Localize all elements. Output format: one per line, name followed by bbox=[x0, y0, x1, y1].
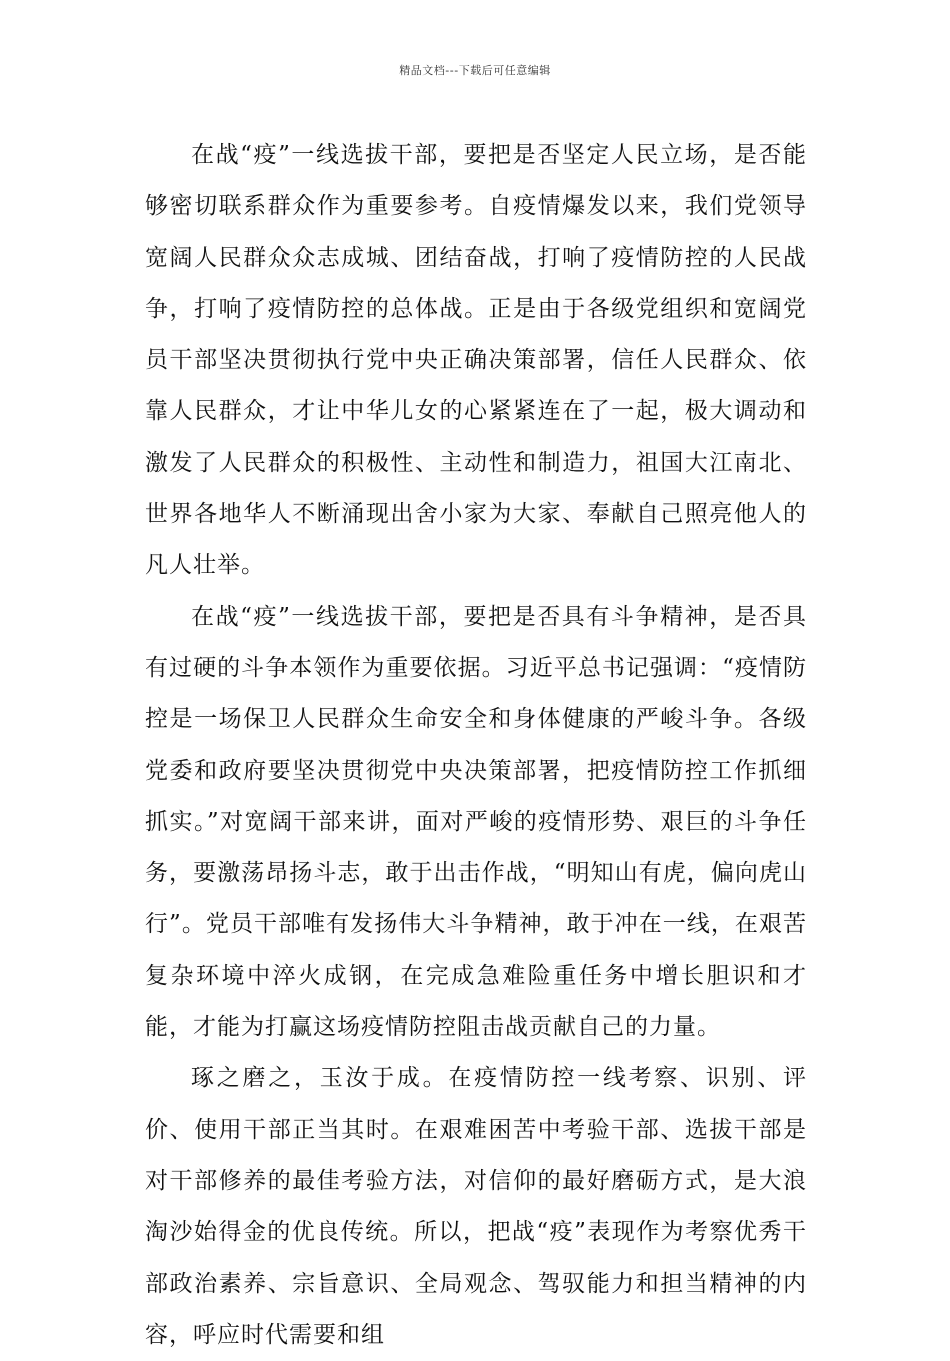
document-body bbox=[145, 130, 807, 1361]
paragraph: 在战“疫”一线选拔干部，要把是否具有斗争精神，是否具有过硬的斗争本领作为重要依据。习近平总书记强调：“疫情防控是一场保卫人民群众生命安全和身体健康的严峻斗争。各级党委和政府要坚决贯彻党中央决策部署，把疫情防控工作抓细抓实。”对宽阔干部来讲，面对严峻的疫情形势、艰巨的斗争任务，要激荡昂扬斗志，敢于出击作战，“明知山有虎，偏向虎山行”。党员干部唯有发扬伟大斗争精神，敢于冲在一线，在艰苦复杂环境中淬火成钢，在完成急难险重任务中增长胆识和才能，才能为打赢这场疫情防控阻击战贡献自己的力量。 bbox=[145, 603, 807, 1041]
paragraph: 琢之磨之，玉汝于成。在疫情防控一线考察、识别、评价、使用干部正当其时。在艰难困苦中考验干部、选拔干部是对干部修养的最佳考验方法，对信仰的最好磨砺方式，是大浪淘沙始得金的优良传统。所以，把战“疫”表现作为考察优秀干部政治素养、宗旨意识、全局观念、驾驭能力和担当精神的内容，呼应时代需要和组 bbox=[145, 1065, 807, 1348]
paragraph: 在战“疫”一线选拔干部，要把是否坚定人民立场，是否能够密切联系群众作为重要参考。自疫情爆发以来，我们党领导宽阔人民群众众志成城、团结奋战，打响了疫情防控的人民战争，打响了疫情防控的总体战。正是由于各级党组织和宽阔党员干部坚决贯彻执行党中央正确决策部署，信任人民群众、依靠人民群众，才让中华儿女的心紧紧连在了一起，极大调动和激发了人民群众的积极性、主动性和制造力，祖国大江南北、世界各地华人不断涌现出舍小家为大家、奉献自己照亮他人的凡人壮举。 bbox=[145, 142, 807, 579]
page-header: 精品文档---下载后可任意编辑 bbox=[399, 64, 551, 77]
